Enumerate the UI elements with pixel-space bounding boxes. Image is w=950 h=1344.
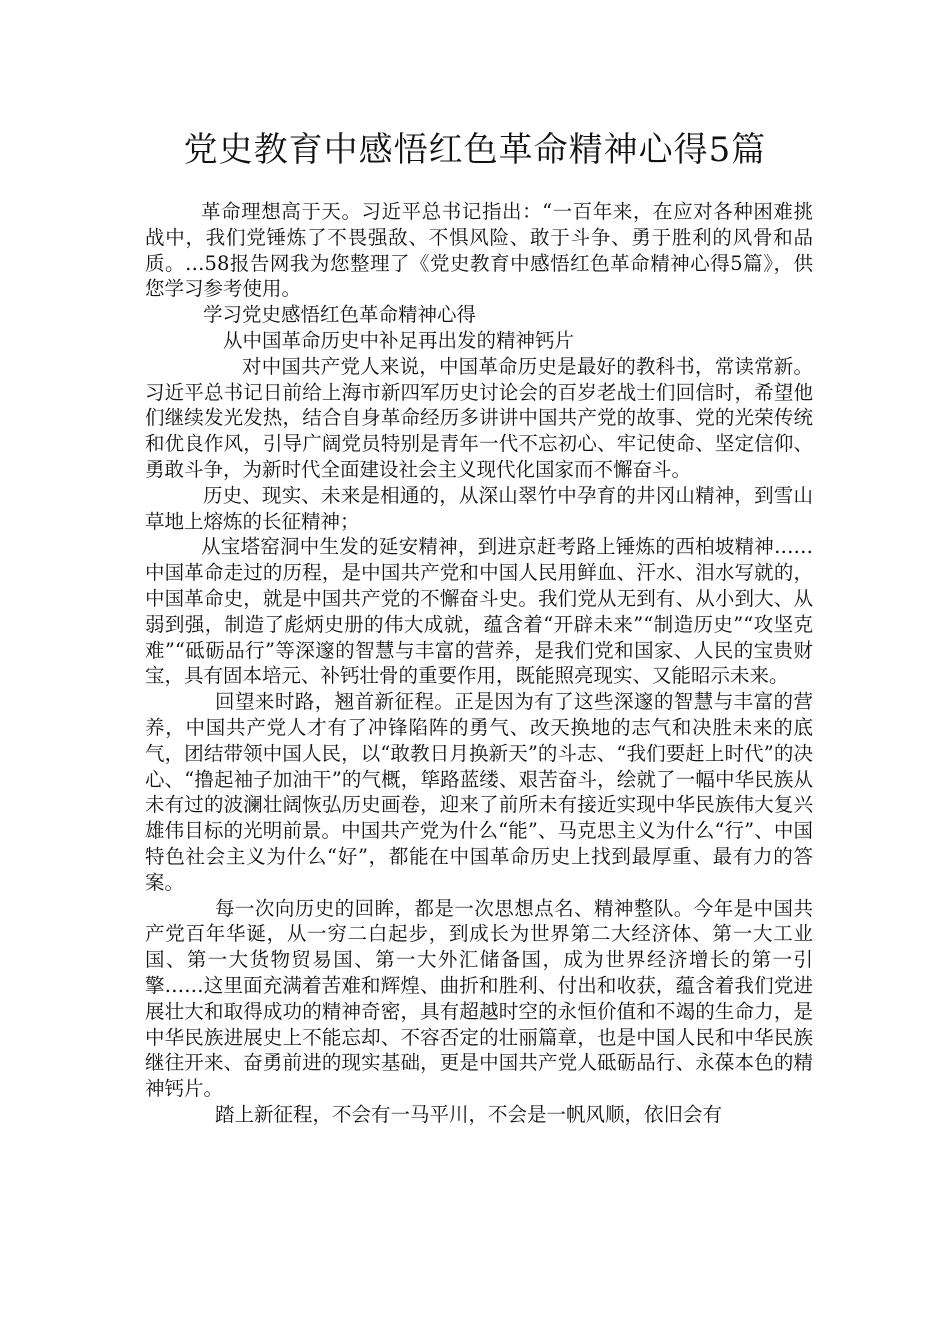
body-paragraph: 对中国共产党人来说，中国革命历史是最好的教科书，常读常新。习近平总书记日前给上海市新四军历史讨论会的百岁老战士们回信时，希望他们继续发光发热，结合自身革命经历多讲讲中国共产党的故事、党的光荣传统和优良作风，引导广阔党员特别是青年一代不忘初心、牢记使命、坚定信仰、勇敢斗争，为新时代全面建设社会主义现代化国家而不懈奋斗。 [145,354,813,481]
intro-paragraph: 革命理想高于天。习近平总书记指出：“一百年来，在应对各种困难挑战中，我们党锤炼了不畏强敌、不惧风险、敢于斗争、勇于胜利的风骨和品质。…58报告网我为您整理了《党史教育中感悟红色革命精神心得5篇》，供您学习参考使用。 [145,200,813,301]
document-body [145,199,813,1128]
body-paragraph: 回望来时路，翘首新征程。正是因为有了这些深邃的智慧与丰富的营养，中国共产党人才有了冲锋陷阵的勇气、改天换地的志气和决胜未来的底气，团结带领中国人民，以“敢教日月换新天”的斗志、“我们要赶上时代”的决心、“撸起袖子加油干”的气概，筚路蓝缕、艰苦奋斗，绘就了一幅中华民族从未有过的波澜壮阔恢弘历史画卷，迎来了前所未有接近实现中华民族伟大复兴雄伟目标的光明前景。中国共产党为什么“能”、马克思主义为什么“行”、中国特色社会主义为什么“好”，都能在中国革命历史上找到最厚重、最有力的答案。 [145,690,813,894]
document-title: 党史教育中感悟红色革命精神心得5篇 [183,130,767,170]
body-paragraph: 从宝塔窑洞中生发的延安精神，到进京赶考路上锤炼的西柏坡精神……中国革命走过的历程，是中国共产党和中国人民用鲜血、汗水、泪水写就的，中国革命史，就是中国共产党的不懈奋斗史。我们党从无到有、从小到大、从弱到强，制造了彪炳史册的伟大成就，蕴含着“开辟未来”“制造历史”“攻坚克难”“砥砺品行”等深邃的智慧与丰富的营养，是我们党和国家、人民的宝贵财宝，具有固本培元、补钙壮骨的重要作用，既能照亮现实、又能昭示未来。 [145,535,813,688]
body-paragraph: 历史、现实、未来是相通的，从深山翠竹中孕育的井冈山精神，到雪山草地上熔炼的长征精神； [145,483,813,533]
body-paragraph: 踏上新征程，不会有一马平川，不会是一帆风顺，依旧会有 [215,1102,723,1126]
section-heading: 学习党史感悟红色革命精神心得 [203,303,477,327]
body-paragraph: 每一次向历史的回眸，都是一次思想点名、精神整队。今年是中国共产党百年华诞，从一穷二白起步，到成长为世界第二大经济体、第一大工业国、第一大货物贸易国、第一大外汇储备国，成为世界经济增长的第一引擎……这里面充满着苦难和辉煌、曲折和胜利、付出和收获，蕴含着我们党进展壮大和取得成功的精神奇密，具有超越时空的永恒价值和不竭的生命力，是中华民族进展史上不能忘却、不容否定的壮丽篇章，也是中国人民和中华民族继往开来、奋勇前进的现实基础，更是中国共产党人砥砺品行、永葆本色的精神钙片。 [145,896,813,1101]
article-subtitle: 从中国革命历史中补足再出发的精神钙片 [223,328,575,352]
